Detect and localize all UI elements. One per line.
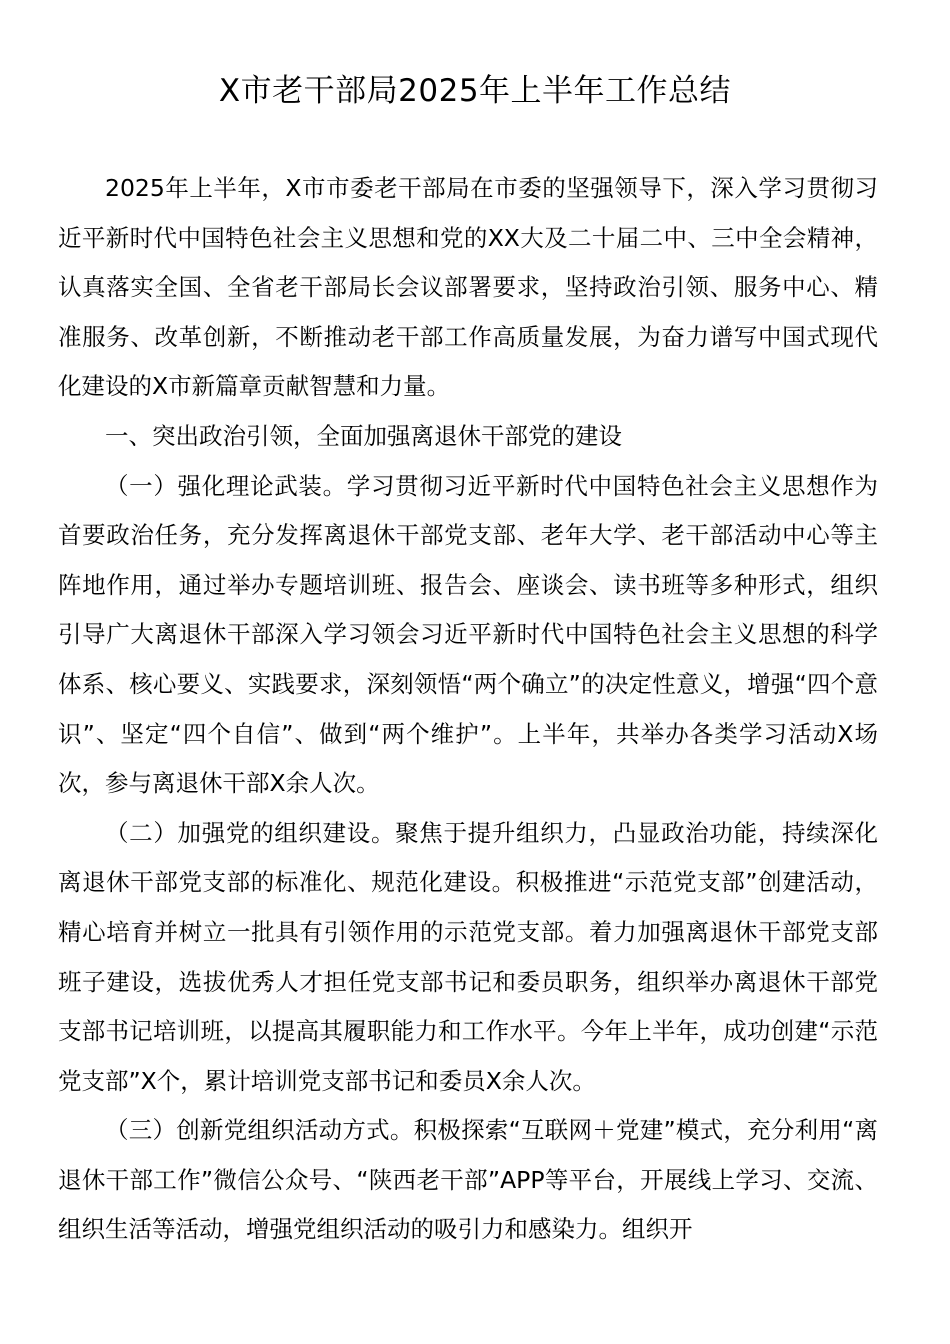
paragraph-organization: （二）加强党的组织建设。聚焦于提升组织力，凸显政治功能，持续深化离退休干部党支部的标准化、规范化建设。积极推进“示范党支部”创建活动，精心培育并树立一批具有引领作用的示范党支部。着力加强离退休干部党支部班子建设，选拔优秀人才担任党支部书记和委员职务，组织举办离退休干部党支部书记培训班，以提高其履职能力和工作水平。今年上半年，成功创建“示范党支部”X个，累计培训党支部书记和委员X余人次。 (58, 818, 878, 1095)
paragraph-activities: （三）创新党组织活动方式。积极探索“互联网＋党建”模式，充分利用“离退休干部工作”微信公众号、“陕西老干部”APP等平台，开展线上学习、交流、组织生活等活动，增强党组织活动的吸引力和感染力。组织开 (58, 1116, 878, 1244)
intro-paragraph: 2025年上半年，X市市委老干部局在市委的坚强领导下，深入学习贯彻习近平新时代中国特色社会主义思想和党的XX大及二十届二中、三中全会精神，认真落实全国、全省老干部局长会议部署要求，坚持政治引领、服务中心、精准服务、改革创新，不断推动老干部工作高质量发展，为奋力谱写中国式现代化建设的X市新篇章贡献智慧和力量。 (58, 174, 878, 401)
document-title: X市老干部局2025年上半年工作总结 (218, 73, 732, 109)
document-body (58, 164, 878, 1255)
paragraph-theory: （一）强化理论武装。学习贯彻习近平新时代中国特色社会主义思想作为首要政治任务，充分发挥离退休干部党支部、老年大学、老干部活动中心等主阵地作用，通过举办专题培训班、报告会、座谈会、读书班等多种形式，组织引导广大离退休干部深入学习领会习近平新时代中国特色社会主义思想的科学体系、核心要义、实践要求，深刻领悟“两个确立”的决定性意义，增强“四个意识”、坚定“四个自信”、做到“两个维护”。上半年，共举办各类学习活动X场次，参与离退休干部X余人次。 (58, 471, 878, 798)
section-heading: 一、突出政治引领，全面加强离退休干部党的建设 (105, 421, 622, 450)
